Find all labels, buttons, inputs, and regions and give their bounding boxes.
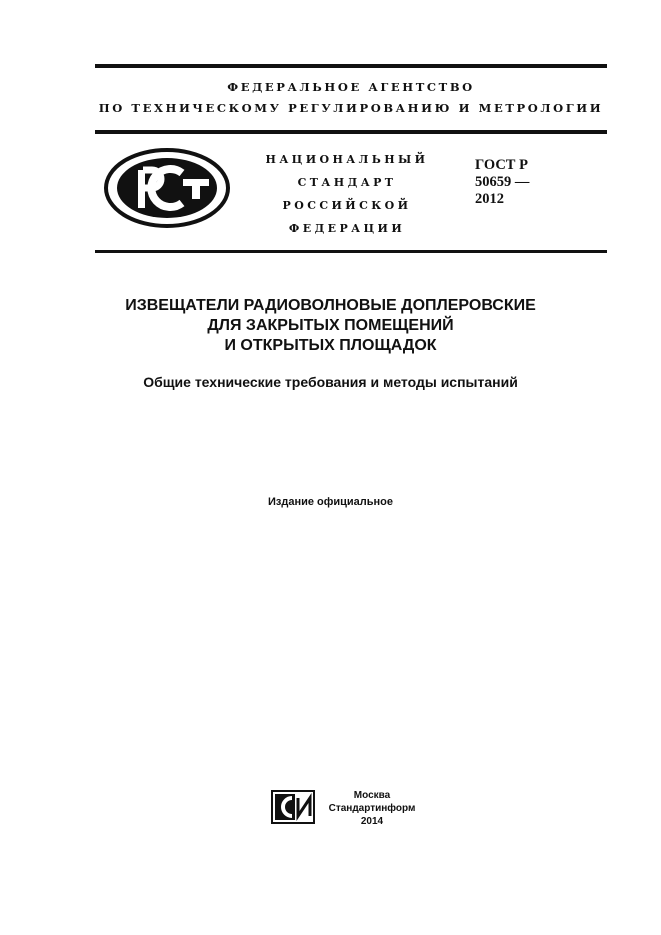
document-title-line-2: ДЛЯ ЗАКРЫТЫХ ПОМЕЩЕНИЙ xyxy=(207,317,454,334)
standard-type-line-2: СТАНДАРТ xyxy=(297,176,397,189)
agency-name-line-2: ПО ТЕХНИЧЕСКОМУ РЕГУЛИРОВАНИЮ И МЕТРОЛОГИИ xyxy=(98,101,604,115)
document-title-line-1: ИЗВЕЩАТЕЛИ РАДИОВОЛНОВЫЕ ДОПЛЕРОВСКИЕ xyxy=(125,297,536,314)
standard-type-line-1: НАЦИОНАЛЬНЫЙ xyxy=(265,153,429,166)
gost-r-certification-mark-icon xyxy=(103,146,231,230)
top-rule xyxy=(95,64,607,68)
standard-code-line-2: 50659 — xyxy=(475,174,530,190)
standartinform-logo-icon xyxy=(270,788,316,826)
standard-bottom-rule xyxy=(95,250,607,253)
agency-bottom-rule xyxy=(95,130,607,134)
publisher-year: 2014 xyxy=(360,816,384,827)
publisher-name: Стандартинформ xyxy=(328,803,416,814)
standard-code-line-1: ГОСТ Р xyxy=(475,157,528,173)
publisher-city: Москва xyxy=(353,790,391,801)
standard-type-line-4: ФЕДЕРАЦИИ xyxy=(288,222,406,235)
standard-type-line-3: РОССИЙСКОЙ xyxy=(282,199,412,212)
document-subtitle: Общие технические требования и методы испытаний xyxy=(143,374,518,390)
document-title-line-3: И ОТКРЫТЫХ ПЛОЩАДОК xyxy=(224,337,437,354)
agency-name-line-1: ФЕДЕРАЛЬНОЕ АГЕНТСТВО xyxy=(227,80,475,94)
standard-code-line-3: 2012 xyxy=(475,191,504,207)
edition-label: Издание официальное xyxy=(267,496,394,508)
